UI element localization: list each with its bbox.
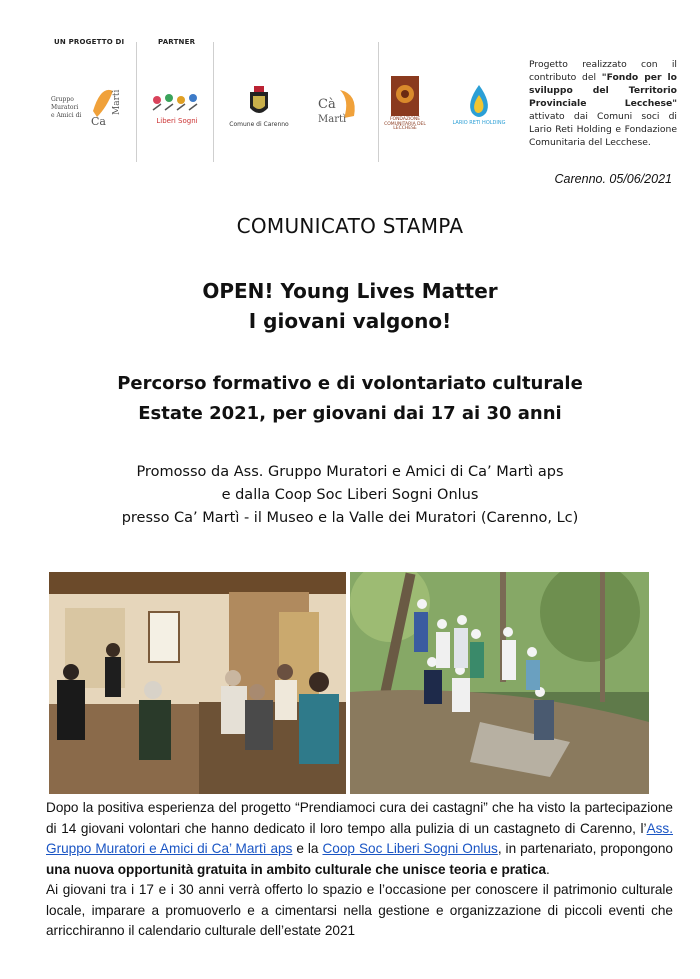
funding-fund-name: "Fondo per lo sviluppo del Territorio Provinciale Lecchese" (529, 72, 677, 109)
subtitle-line-2: Estate 2021, per giovani dai 17 ai 30 anni (138, 403, 562, 424)
comune-carenno-logo (224, 76, 294, 136)
fondazione-text: FONDAZIONE COMUNITARIA DEL LECCHESE (384, 116, 426, 132)
body-text (46, 798, 673, 942)
promo-line-2: e dalla Coop Soc Liberi Sogni Onlus (221, 487, 479, 503)
p1-text-a: Dopo la positiva esperienza del progetto “Prendiamoci cura dei castagni” che ha visto la partecipazione di 14 giovani volontari che hanno dedicato il loro tempo alla pulizia di un castagneto di Carenno, l’ (46, 800, 673, 836)
svg-text:e Amici di: e Amici di (51, 112, 82, 119)
main-title (0, 276, 700, 336)
press-release-heading: COMUNICATO STAMPA (236, 214, 464, 238)
p1-text-c: , in partenariato, propongono (497, 841, 673, 856)
lario-reti-text: LARIO RETI HOLDING (452, 120, 506, 127)
subtitle (0, 369, 700, 429)
comune-carenno-text: Comune di Carenno (229, 120, 289, 128)
ca-marti-logo (310, 84, 366, 128)
divider (378, 42, 379, 162)
link-liberi-sogni[interactable]: Coop Soc Liberi Sogni Onlus (322, 841, 498, 856)
logo-strip (48, 38, 518, 168)
p1-bold-text: una nuova opportunità gratuita in ambito culturale che unisce teoria e pratica (46, 861, 547, 877)
liberi-sogni-logo (146, 82, 208, 132)
gruppo-muratori-logo (48, 76, 128, 136)
funding-text-2: attivato dai Comuni soci di Lario Reti Holding e Fondazione Comunitaria del Lecchese. (529, 111, 677, 148)
project-label: UN PROGETTO DI (54, 38, 125, 46)
subtitle-line-1: Percorso formativo e di volontariato culturale (117, 373, 583, 394)
p1-text-b: e la (292, 841, 323, 856)
svg-text:Cà: Cà (318, 97, 336, 112)
svg-text:Martì: Martì (318, 114, 347, 125)
lario-reti-logo (440, 72, 518, 138)
divider (213, 42, 214, 162)
title-line-2: I giovani valgono! (248, 309, 452, 333)
document-date: Carenno. 05/06/2021 (554, 172, 672, 186)
partner-label: PARTNER (158, 38, 196, 46)
p1-text-d: . (546, 861, 550, 877)
museum-interior-photo (49, 572, 346, 794)
svg-text:Martì: Martì (112, 89, 122, 115)
svg-text:Gruppo: Gruppo (51, 96, 74, 103)
paragraph-2: Ai giovani tra i 17 e i 30 anni verrà offerto lo spazio e l’occasione per conoscere il patrimonio culturale locale, imparare a promuoverlo e a cimentarsi nella gestione e organizzazione di piccoli eventi che arricchiranno il calendario culturale dell’estate 2021 (46, 882, 673, 938)
promo-line-1: Promosso da Ass. Gruppo Muratori e Amici di Ca’ Martì aps (136, 464, 564, 480)
promo-line-3: presso Ca’ Martì - il Museo e la Valle dei Muratori (Carenno, Lc) (121, 510, 579, 526)
svg-text:Muratori: Muratori (51, 104, 79, 111)
svg-text:Ca: Ca (91, 115, 106, 128)
funding-note (529, 58, 677, 149)
paragraph-1 (46, 798, 673, 880)
fondazione-lecchese-logo (384, 66, 426, 140)
funding-text-1: Progetto realizzato con il contributo del (529, 59, 677, 83)
divider (136, 42, 137, 162)
link-gruppo-muratori[interactable]: Ass. Gruppo Muratori e Amici di Ca’ Martì aps (46, 820, 673, 856)
promoters (0, 461, 700, 530)
forest-group-photo (350, 572, 649, 794)
title-line-1: OPEN! Young Lives Matter (202, 279, 498, 303)
liberi-sogni-text: Liberi Sogni (156, 117, 198, 126)
